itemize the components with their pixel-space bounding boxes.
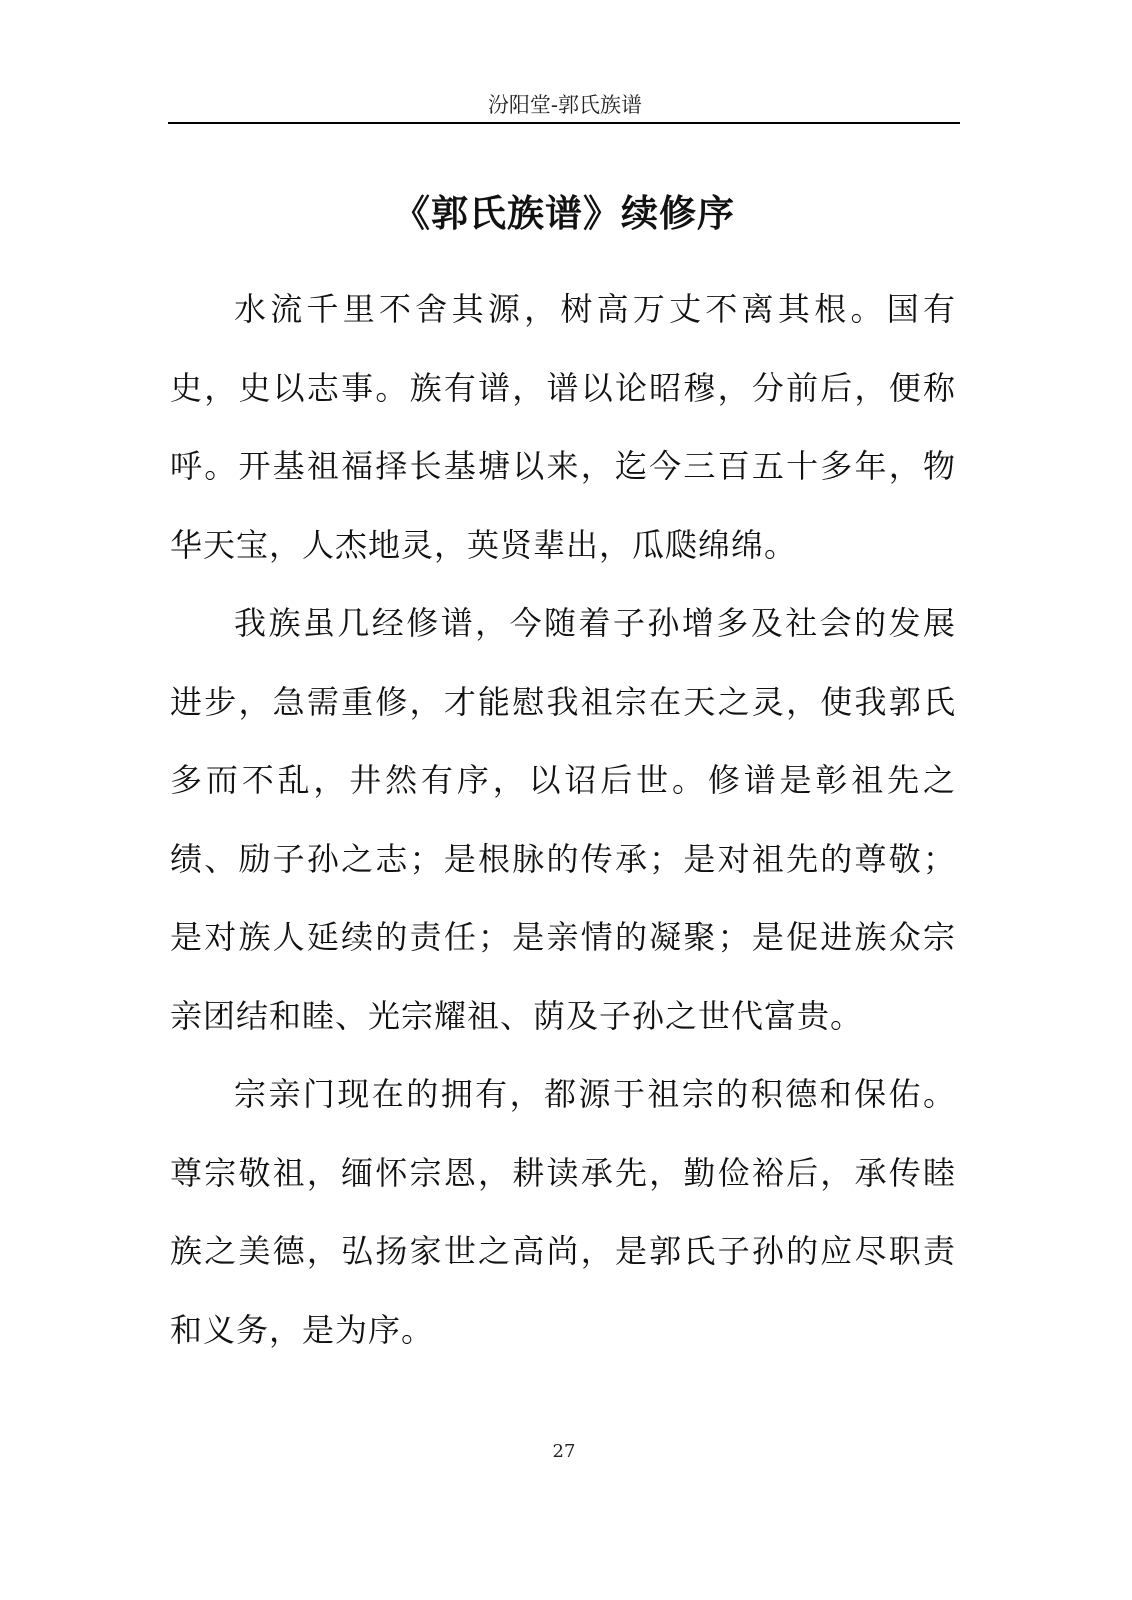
paragraph-2: 我族虽几经修谱，今随着子孙增多及社会的发展进步，急需重修，才能慰我祖宗在天之灵，使我郭氏多而不乱，井然有序，以诏后世。修谱是彰祖先之绩、励子孙之志；是根脉的传承；是对祖先的尊敬；是对族人延续的责任；是亲情的凝聚；是促进族众宗亲团结和睦、光宗耀祖、荫及子孙之世代富贵。 [170,604,956,1035]
document-title: 《郭氏族谱》续修序 [393,191,735,235]
document-body [170,270,956,1369]
header-rule [168,122,960,124]
paragraph-1: 水流千里不舍其源，树高万丈不离其根。国有史，史以志事。族有谱，谱以论昭穆，分前后，便称呼。开基祖福择长基塘以来，迄今三百五十多年，物华天宝，人杰地灵，英贤辈出，瓜瓞绵绵。 [170,290,956,564]
running-header: 汾阳堂-郭氏族谱 [487,93,643,117]
page-number: 27 [552,1441,576,1462]
paragraph-3: 宗亲门现在的拥有，都源于祖宗的积德和保佑。尊宗敬祖，缅怀宗恩，耕读承先，勤俭裕后，承传睦族之美德，弘扬家世之高尚，是郭氏子孙的应尽职责和义务，是为序。 [170,1075,956,1349]
